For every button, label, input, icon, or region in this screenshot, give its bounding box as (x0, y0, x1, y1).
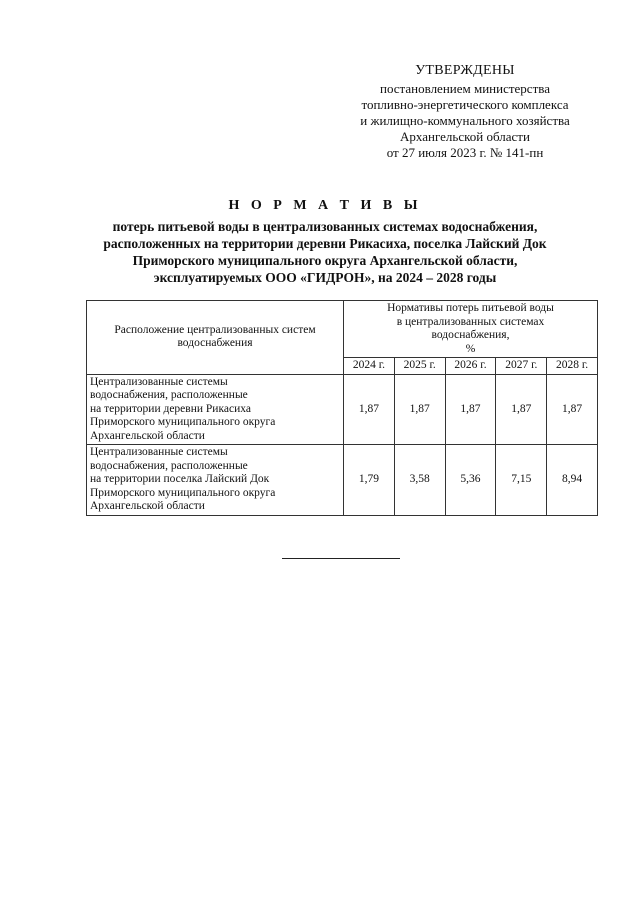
location-line: Архангельской области (90, 429, 205, 442)
norms-header-line: в централизованных системах (396, 315, 545, 328)
location-line: Централизованные системы (90, 375, 228, 388)
location-line: Приморского муниципального округа (90, 486, 276, 499)
location-line: на территории деревни Рикасиха (90, 402, 251, 415)
approval-line: Архангельской области (400, 129, 530, 144)
location-line: водоснабжения, расположенные (90, 389, 248, 401)
heading-line: Приморского муниципального округа Архангельской области, (132, 253, 518, 268)
norms-header-line: % (465, 342, 476, 355)
location-line: Архангельской области (90, 500, 205, 512)
heading-line: потерь питьевой воды в централизованных системах водоснабжения, (112, 219, 538, 234)
year-header: 2028 г. (547, 358, 598, 375)
norms-header-line: водоснабжения, (431, 329, 510, 341)
value-cell: 1,87 (445, 374, 496, 445)
value-cell: 7,15 (496, 445, 547, 516)
norms-header (344, 301, 598, 358)
approval-line: топливно-энергетического комплекса (361, 97, 569, 112)
location-line: водоснабжения, расположенные (90, 459, 248, 472)
year-header: 2027 г. (496, 358, 547, 375)
table-row (87, 445, 598, 516)
value-cell: 1,87 (344, 374, 395, 445)
norms-header-line: Нормативы потерь питьевой воды (387, 302, 554, 314)
value-cell: 1,87 (547, 374, 598, 445)
location-cell (87, 374, 344, 445)
approval-block (330, 63, 600, 161)
value-cell: 1,87 (496, 374, 547, 445)
location-line: на территории поселка Лайский Док (90, 473, 270, 485)
value-cell: 1,87 (394, 374, 445, 445)
approval-line: от 27 июля 2023 г. № 141-пн (386, 145, 544, 160)
location-line: Приморского муниципального округа (90, 416, 276, 428)
location-header: Расположение централизованных систем водоснабжения (87, 301, 344, 375)
value-cell: 3,58 (394, 445, 445, 516)
value-cell: 1,79 (344, 445, 395, 516)
value-cell: 8,94 (547, 445, 598, 516)
table-row (87, 374, 598, 445)
closing-rule (282, 558, 400, 559)
document-heading (70, 198, 580, 286)
approval-line: и жилищно-коммунального хозяйства (360, 113, 570, 128)
approval-title: УТВЕРЖДЕНЫ (415, 63, 515, 78)
heading-line: расположенных на территории деревни Рикасиха, поселка Лайский Док (103, 236, 547, 251)
approval-line: постановлением министерства (379, 81, 550, 96)
document-title: Н О Р М А Т И В Ы (228, 198, 422, 213)
table-header-row (87, 301, 598, 358)
value-cell: 5,36 (445, 445, 496, 516)
year-header: 2024 г. (344, 358, 395, 375)
heading-line: эксплуатируемых ООО «ГИДРОН», на 2024 – 2028 годы (153, 270, 497, 285)
location-cell (87, 445, 344, 516)
year-header: 2026 г. (445, 358, 496, 375)
location-line: Централизованные системы (90, 446, 228, 458)
norms-table (86, 300, 598, 516)
year-header: 2025 г. (394, 358, 445, 375)
